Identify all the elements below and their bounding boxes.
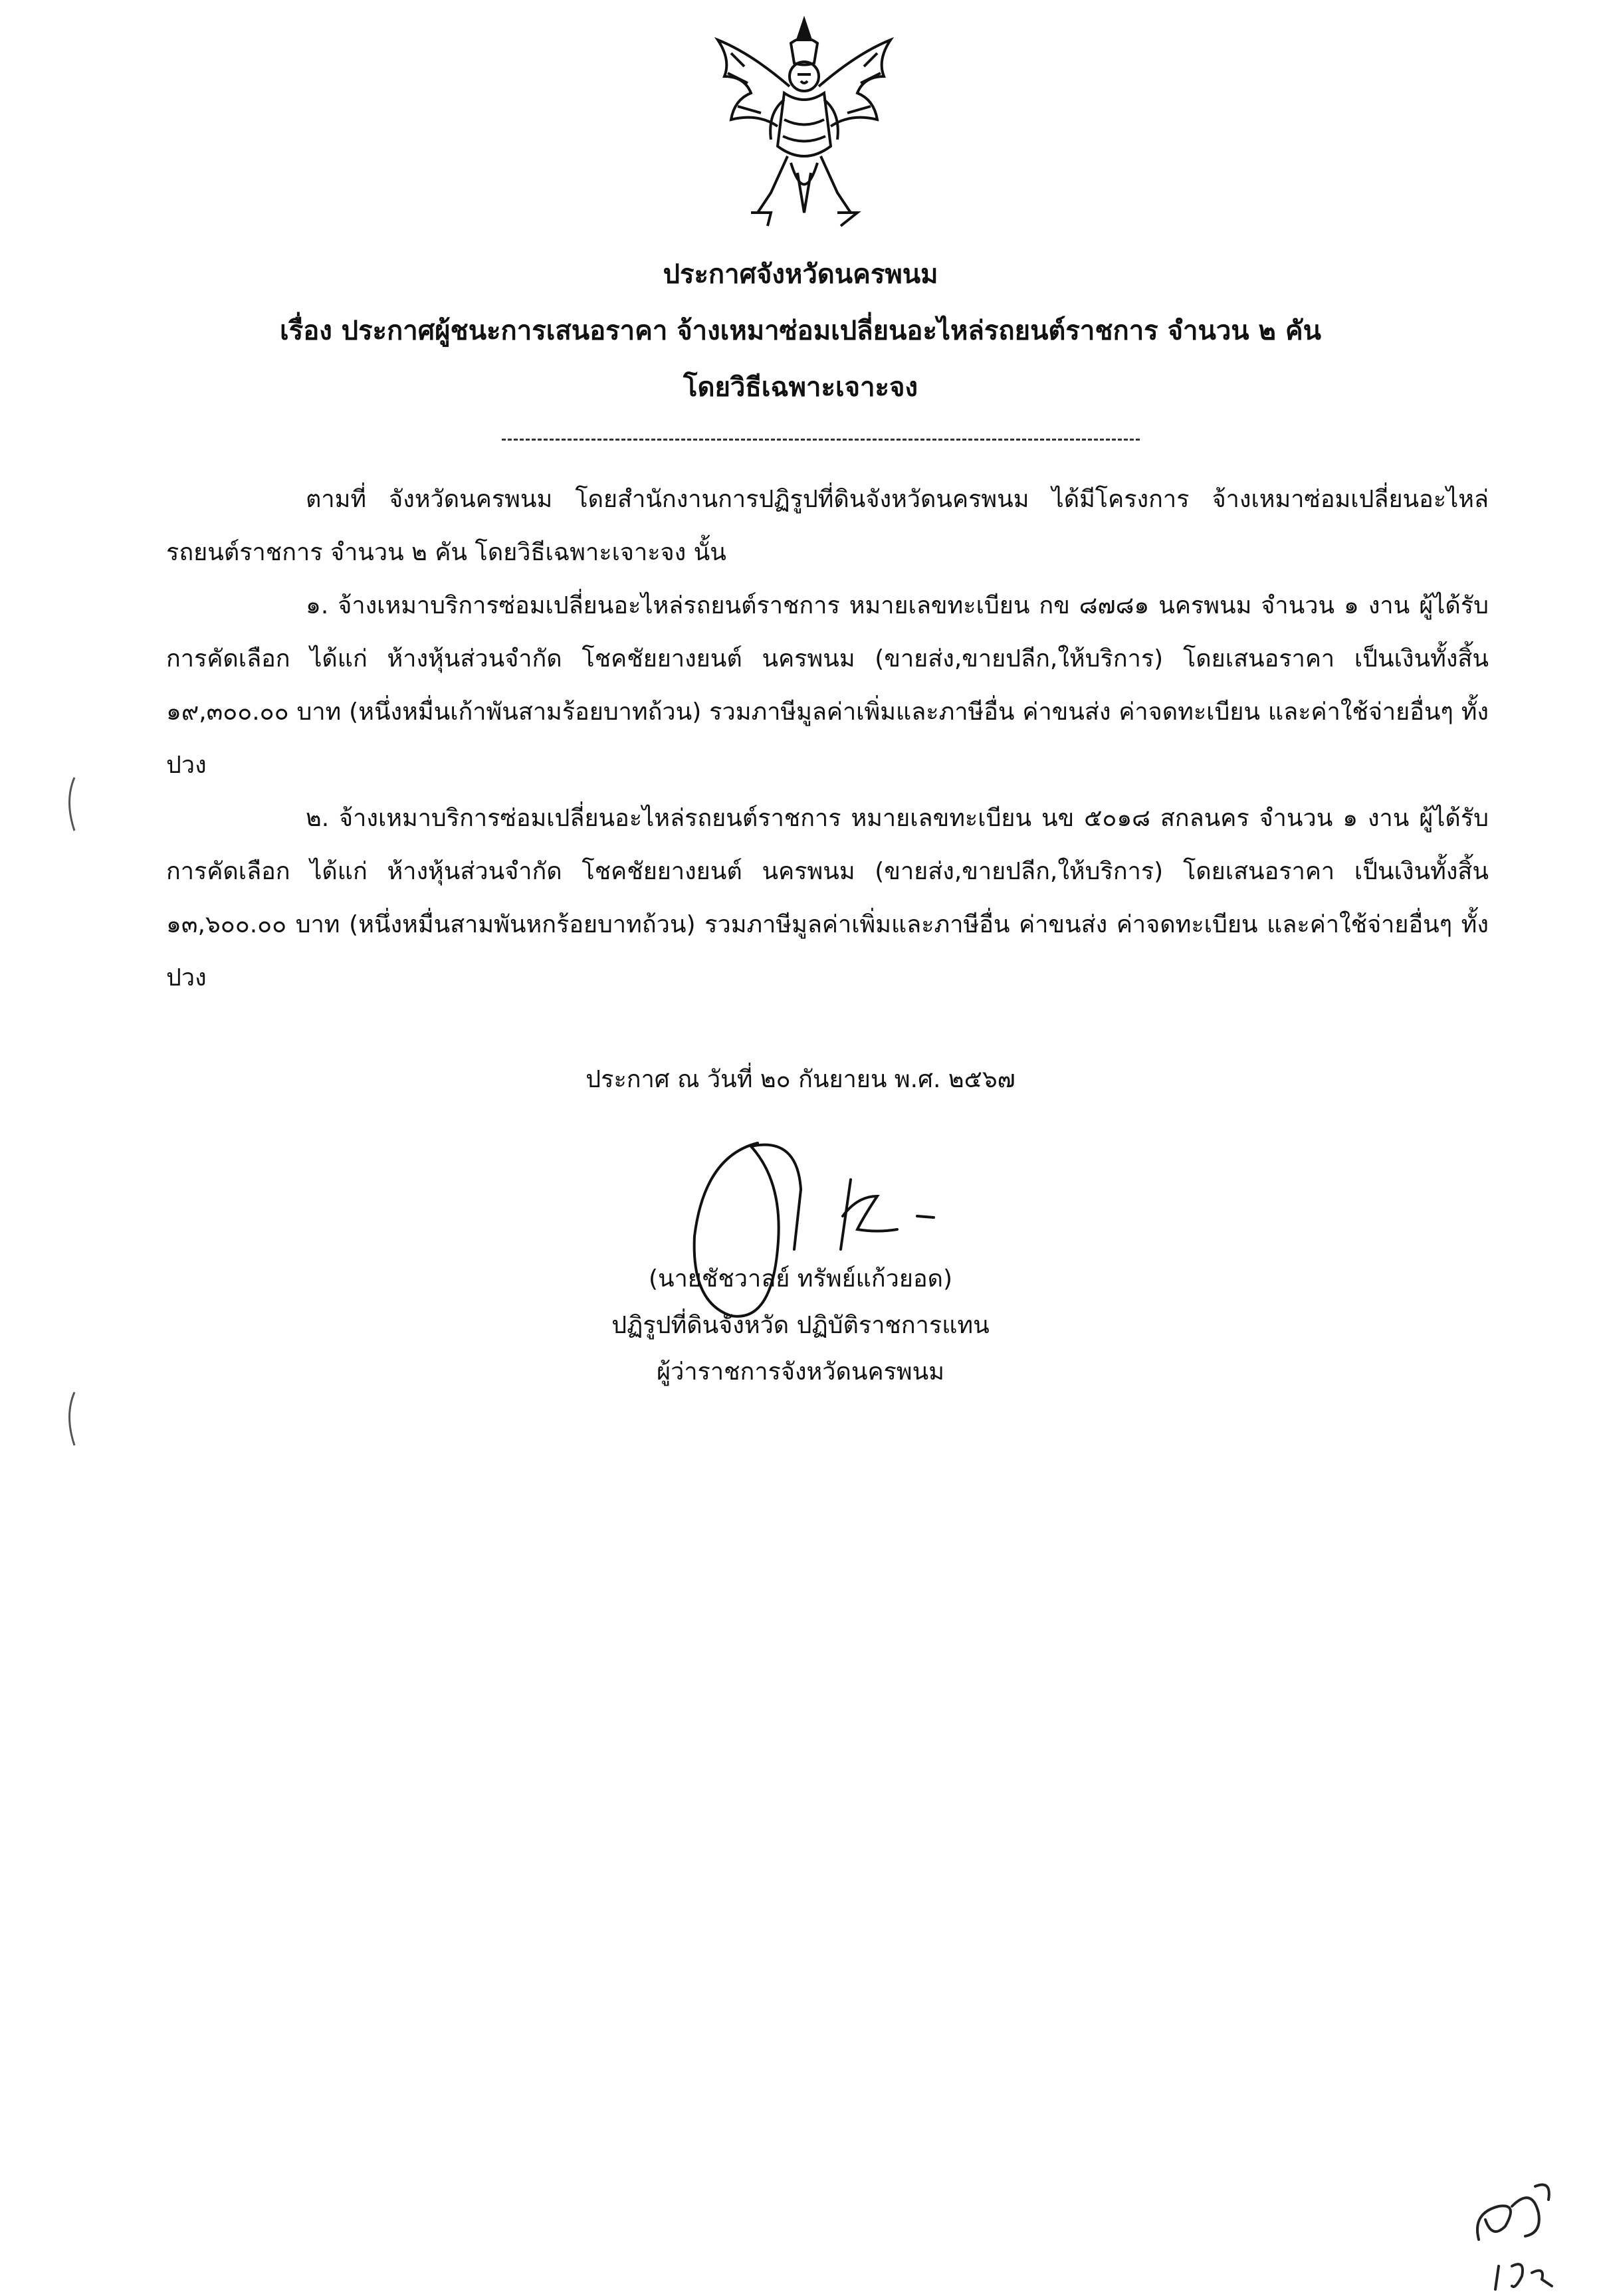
announcement-method: โดยวิธีเฉพาะเจาะจง [683, 372, 918, 403]
announcement-subject: เรื่อง ประกาศผู้ชนะการเสนอราคา จ้างเหมาซ่อมเปลี่ยนอะไหล่รถยนต์ราชการ จำนวน ๒ คัน [280, 316, 1321, 346]
handwritten-initials-icon [1459, 2160, 1565, 2293]
scan-mark-icon [61, 1389, 81, 1449]
item-2-paragraph: ๒. จ้างเหมาบริการซ่อมเปลี่ยนอะไหล่รถยนต์ราชการ หมายเลขทะเบียน นข ๕๐๑๘ สกลนคร จำนวน ๑ งาน ผู้ได้รับการคัดเลือก ได้แก่ ห้างหุ้นส่วนจำกัด โชคชัยยางยนต์ นครพนม (ขายส่ง,ขายปลีก,ให้บริการ) โดยเสนอราคา เป็นเงินทั้งสิ้น ๑๓,๖๐๐.๐๐ บาท (หนึ่งหมื่นสามพันหกร้อยบาทถ้วน) รวมภาษีมูลค่าเพิ่มและภาษีอื่น ค่าขนส่ง ค่าจดทะเบียน และค่าใช้จ่ายอื่นๆ ทั้งปวง [166, 805, 1489, 991]
title-divider [502, 439, 1140, 441]
announcement-date: ประกาศ ณ วันที่ ๒๐ กันยายน พ.ศ. ๒๕๖๗ [586, 1066, 1015, 1093]
intro-paragraph: ตามที่ จังหวัดนครพนม โดยสำนักงานการปฏิรูปที่ดินจังหวัดนครพนม ได้มีโครงการ จ้างเหมาซ่อมเปลี่ยนอะไหล่รถยนต์ราชการ จำนวน ๒ คัน โดยวิธีเฉพาะเจาะจง นั้น [166, 486, 1489, 566]
signer-office: ผู้ว่าราชการจังหวัดนครพนม [657, 1358, 944, 1386]
garuda-emblem-icon [704, 13, 904, 239]
signer-position: ปฏิรูปที่ดินจังหวัด ปฏิบัติราชการแทน [611, 1312, 990, 1339]
item-1-paragraph: ๑. จ้างเหมาบริการซ่อมเปลี่ยนอะไหล่รถยนต์ราชการ หมายเลขทะเบียน กข ๘๗๘๑ นครพนม จำนวน ๑ งาน ผู้ได้รับการคัดเลือก ได้แก่ ห้างหุ้นส่วนจำกัด โชคชัยยางยนต์ นครพนม (ขายส่ง,ขายปลีก,ให้บริการ) โดยเสนอราคา เป็นเงินทั้งสิ้น ๑๙,๓๐๐.๐๐ บาท (หนึ่งหมื่นเก้าพันสามร้อยบาทถ้วน) รวมภาษีมูลค่าเพิ่มและภาษีอื่น ค่าขนส่ง ค่าจดทะเบียน และค่าใช้จ่ายอื่นๆ ทั้งปวง [166, 592, 1489, 779]
signer-name: (นายชัชวาลย์ ทรัพย์แก้วยอด) [648, 1265, 953, 1293]
scan-mark-icon [61, 774, 81, 834]
announcement-title: ประกาศจังหวัดนครพนม [663, 259, 938, 290]
